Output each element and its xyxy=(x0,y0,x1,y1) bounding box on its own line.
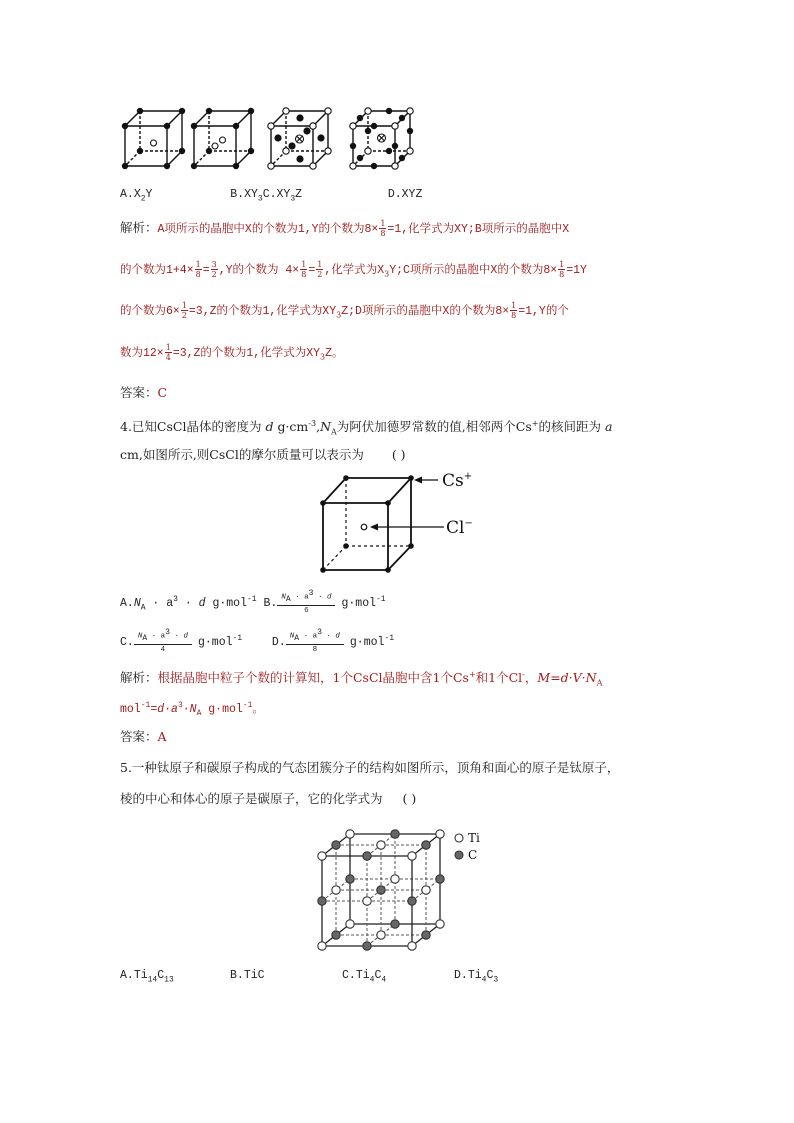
body-center-x-marker xyxy=(378,134,386,142)
q5-stem-line-1: 5.一种钛原子和碳原子构成的气态团簇分子的结构如图所示，顶角和面心的原子是钛原子， xyxy=(120,760,620,775)
svg-text:Ti: Ti xyxy=(468,831,480,845)
ti-atom xyxy=(408,942,416,950)
c-atom xyxy=(377,886,385,894)
q3-analysis-line-1: 解析：A项所示的晶胞中X的个数为1,Y的个数为8× $\frac{1}{8}$ =1,化学式为XY;B项所示的晶胞中X xyxy=(120,219,570,238)
q3-option-d: D.XYZ xyxy=(387,188,423,201)
q4-options-row-2 xyxy=(120,627,394,656)
ti-atom xyxy=(422,886,430,894)
q4-option-a: $A.N_A \cdot a^3 \cdot d$ g·mol$^{-1}$ xyxy=(120,594,257,612)
q5-option-c: $C.Ti_4C_4$ xyxy=(342,969,387,985)
q4-analysis-line-1: 解析：根据晶胞中粒子个数的计算知，1个CsCl晶胞中含1个Cs+和1个Cl-，$M=d\cdot V\cdot N_A$ xyxy=(120,670,603,688)
q4-analysis-line-2: $mol^{-1}=d\cdot a^3\cdot N_A$ g·mol$^{-1}$。 xyxy=(120,701,264,719)
q3-options xyxy=(120,186,422,208)
q4-options-row-1 xyxy=(120,588,386,619)
svg-text:C: C xyxy=(468,848,478,862)
q5-option-d: $D.Ti_4C_3$ xyxy=(454,969,499,985)
ti-atom xyxy=(436,920,444,928)
q3-option-a: $A.X_2Y$ xyxy=(120,188,153,204)
ti-atom xyxy=(332,886,340,894)
c-atom xyxy=(332,841,340,849)
q5-cluster-figure xyxy=(312,818,492,958)
q3-analysis-line-4: 数为12× $\frac{1}{4}$ =3,Z的个数为1,化学式为$XY_3Z$。 xyxy=(120,343,344,362)
ti-atom xyxy=(363,897,371,905)
ti-atom xyxy=(346,920,354,928)
c-atom xyxy=(408,897,416,905)
q4-option-d: D. $\frac{N_A \cdot a^3 \cdot d}{8}$ g·mol$^{-1}$ xyxy=(271,628,395,654)
cell-a xyxy=(125,111,182,166)
svg-text:Cs+: Cs+ xyxy=(442,471,473,491)
c-atom xyxy=(332,931,340,939)
c-atom xyxy=(422,931,430,939)
q5-option-b: B.TiC xyxy=(230,969,265,982)
q4-cscl-cell-figure xyxy=(316,470,486,580)
body-center-x-marker xyxy=(296,135,304,143)
q5-atoms xyxy=(318,830,444,950)
q4-answer: 答案：A xyxy=(120,729,167,744)
ti-atom xyxy=(346,830,354,838)
ti-atom xyxy=(391,875,399,883)
c-atom xyxy=(318,897,326,905)
svg-text:Cl−: Cl− xyxy=(446,518,473,538)
c-atom xyxy=(363,942,371,950)
ti-atom xyxy=(318,852,326,860)
ti-atom xyxy=(318,942,326,950)
c-atom xyxy=(436,875,444,883)
c-atom xyxy=(391,830,399,838)
q3-analysis-line-2: 的个数为1+4× $\frac{1}{8}$ = $\frac{3}{2}$ ,Y的个数为 4× $\frac{1}{8}$ = $\frac{1}{2}$ ,化学式为$X_3Y;C$项所示的晶胞中X的个数为8× $\frac{1}{8}$ =1Y xyxy=(120,260,587,279)
legend-c-marker xyxy=(455,851,463,859)
q5-options xyxy=(120,967,498,989)
ti-atom xyxy=(377,931,385,939)
c-atom xyxy=(346,875,354,883)
q3-analysis-line-3: 的个数为6× $\frac{1}{2}$ =3,Z的个数为1,化学式为$XY_3Z;D$项所示的晶胞中X的个数为8× $\frac{1}{8}$ =1,Y的个 xyxy=(120,301,569,320)
q5-option-a: $A.Ti_{14}C_{13}$ xyxy=(120,969,174,985)
legend-ti-marker xyxy=(455,834,463,842)
ti-atom xyxy=(377,841,385,849)
q4-option-c: C. $\frac{N_A \cdot a^3 \cdot d}{4}$ g·mol$^{-1}$ xyxy=(120,628,243,654)
q3-unit-cell-figures xyxy=(118,96,428,176)
q3-option-b: $B.XY_3$ xyxy=(230,188,263,204)
q4-stem-line-2: cm,如图所示,则CsCl的摩尔质量可以表示为 ( ) xyxy=(120,447,406,462)
q3-option-c: $C.XY_3Z$ xyxy=(262,188,303,204)
q3-answer: 答案：C xyxy=(120,385,168,400)
c-atom xyxy=(391,920,399,928)
q5-stem-line-2: 棱的中心和体心的原子是碳原子，它的化学式为 ( ) xyxy=(120,791,417,806)
ti-atom xyxy=(408,852,416,860)
c-atom xyxy=(422,841,430,849)
ti-atom xyxy=(436,830,444,838)
q4-option-b: B. $\frac{N_A \cdot a^3 \cdot d}{6}$ g·mol$^{-1}$ xyxy=(263,589,386,615)
q4-stem-line-1: 4.已知CsCl晶体的密度为 d $g\cdot cm^{-3},N_A$为阿伏加德罗常数的值,相邻两个Cs+的核间距为 a xyxy=(120,419,613,437)
c-atom xyxy=(363,852,371,860)
